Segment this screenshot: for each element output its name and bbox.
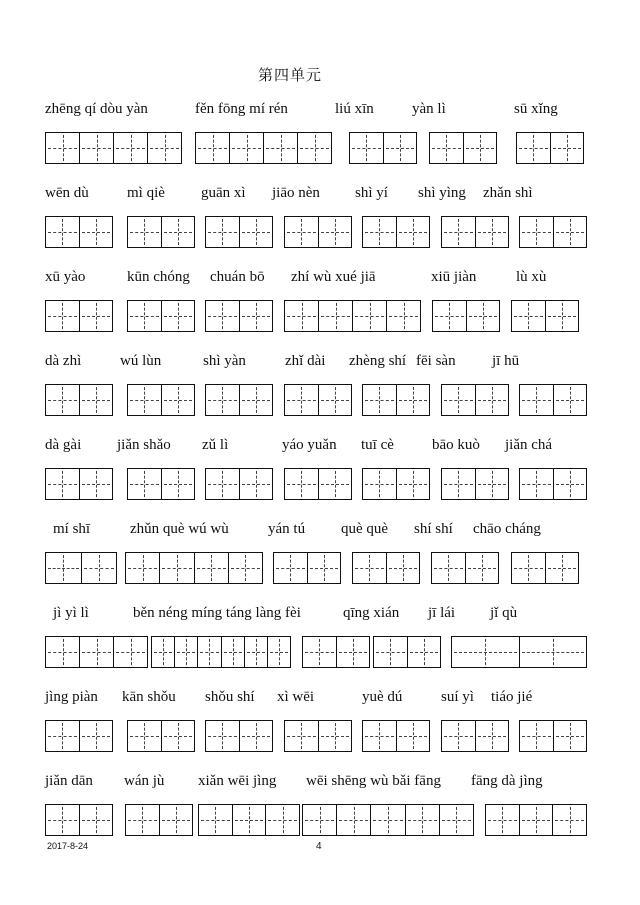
writing-grid[interactable]: [127, 384, 195, 416]
tian-zi-ge-cell[interactable]: [266, 805, 299, 835]
pinyin-prompt: liú xīn: [335, 101, 374, 117]
pinyin-prompt: zhí wù xué jiā: [291, 269, 376, 285]
tian-zi-ge-cell[interactable]: [222, 637, 245, 667]
writing-grid[interactable]: [127, 300, 195, 332]
tian-zi-ge-cell[interactable]: [80, 721, 113, 751]
tian-zi-ge-cell[interactable]: [162, 385, 195, 415]
writing-grid[interactable]: [195, 132, 332, 164]
tian-zi-ge-cell[interactable]: [46, 217, 80, 247]
tian-zi-ge-cell[interactable]: [80, 301, 113, 331]
tian-zi-ge-cell[interactable]: [128, 217, 162, 247]
writing-grid[interactable]: [45, 132, 182, 164]
pinyin-prompt: yuè dú: [362, 689, 403, 705]
tian-zi-ge-cell[interactable]: [512, 553, 546, 583]
writing-grid[interactable]: [45, 300, 113, 332]
pinyin-prompt: jiǎn dān: [45, 773, 93, 789]
tian-zi-ge-cell[interactable]: [80, 637, 114, 667]
tian-zi-ge-cell[interactable]: [452, 637, 520, 667]
pinyin-prompt: fēi sàn: [416, 353, 456, 369]
pinyin-prompt: bāo kuò: [432, 437, 480, 453]
writing-grid[interactable]: [273, 552, 341, 584]
writing-grid[interactable]: [352, 552, 420, 584]
writing-grid[interactable]: [205, 300, 273, 332]
tian-zi-ge-cell[interactable]: [520, 637, 587, 667]
pinyin-prompt: tuī cè: [361, 437, 394, 453]
tian-zi-ge-cell[interactable]: [162, 721, 195, 751]
writing-grid[interactable]: [45, 552, 117, 584]
tian-zi-ge-cell[interactable]: [397, 385, 430, 415]
pinyin-prompt: kūn chóng: [127, 269, 190, 285]
tian-zi-ge-cell[interactable]: [268, 637, 290, 667]
tian-zi-ge-cell[interactable]: [126, 553, 160, 583]
pinyin-prompt: xiū jiàn: [431, 269, 477, 285]
writing-grid[interactable]: [431, 552, 499, 584]
tian-zi-ge-cell[interactable]: [195, 553, 229, 583]
tian-zi-ge-cell[interactable]: [442, 385, 476, 415]
pinyin-prompt: xū yào: [45, 269, 86, 285]
pinyin-prompt: wēn dù: [45, 185, 89, 201]
tian-zi-ge-cell[interactable]: [520, 805, 554, 835]
tian-zi-ge-cell[interactable]: [387, 301, 420, 331]
tian-zi-ge-cell[interactable]: [546, 301, 579, 331]
pinyin-prompt: wú lùn: [120, 353, 162, 369]
tian-zi-ge-cell[interactable]: [285, 721, 319, 751]
tian-zi-ge-cell[interactable]: [476, 469, 509, 499]
writing-grid[interactable]: [45, 636, 148, 668]
tian-zi-ge-cell[interactable]: [440, 805, 473, 835]
tian-zi-ge-cell[interactable]: [476, 721, 509, 751]
tian-zi-ge-cell[interactable]: [175, 637, 198, 667]
tian-zi-ge-cell[interactable]: [285, 301, 319, 331]
tian-zi-ge-cell[interactable]: [128, 469, 162, 499]
tian-zi-ge-cell[interactable]: [363, 721, 397, 751]
writing-grid[interactable]: [45, 216, 113, 248]
writing-grid[interactable]: [45, 468, 113, 500]
pinyin-prompt: mí shī: [53, 521, 91, 537]
writing-grid[interactable]: [205, 216, 273, 248]
tian-zi-ge-cell[interactable]: [274, 553, 308, 583]
writing-grid[interactable]: [302, 636, 370, 668]
tian-zi-ge-cell[interactable]: [554, 721, 587, 751]
pinyin-prompt: fěn fōng mí rén: [195, 101, 288, 117]
tian-zi-ge-cell[interactable]: [384, 133, 417, 163]
tian-zi-ge-cell[interactable]: [363, 469, 397, 499]
tian-zi-ge-cell[interactable]: [114, 133, 148, 163]
writing-grid[interactable]: [519, 384, 587, 416]
tian-zi-ge-cell[interactable]: [298, 133, 331, 163]
tian-zi-ge-cell[interactable]: [196, 133, 230, 163]
tian-zi-ge-cell[interactable]: [303, 805, 337, 835]
tian-zi-ge-cell[interactable]: [551, 133, 584, 163]
tian-zi-ge-cell[interactable]: [319, 721, 352, 751]
tian-zi-ge-cell[interactable]: [363, 217, 397, 247]
tian-zi-ge-cell[interactable]: [264, 133, 298, 163]
page-title: 第四单元: [257, 66, 322, 84]
footer-date: 2017-8-24: [47, 841, 89, 851]
writing-grid[interactable]: [519, 720, 587, 752]
tian-zi-ge-cell[interactable]: [353, 301, 387, 331]
writing-grid[interactable]: [125, 804, 193, 836]
tian-zi-ge-cell[interactable]: [128, 385, 162, 415]
pinyin-prompt: wán jù: [124, 773, 165, 789]
writing-grid[interactable]: [127, 468, 195, 500]
pinyin-prompt: zhǔn què wú wù: [130, 521, 229, 537]
tian-zi-ge-cell[interactable]: [442, 721, 476, 751]
pinyin-prompt: tiáo jié: [491, 689, 533, 705]
tian-zi-ge-cell[interactable]: [206, 721, 240, 751]
tian-zi-ge-cell[interactable]: [46, 721, 80, 751]
tian-zi-ge-cell[interactable]: [285, 469, 319, 499]
tian-zi-ge-cell[interactable]: [433, 301, 467, 331]
tian-zi-ge-cell[interactable]: [512, 301, 546, 331]
writing-grid[interactable]: [441, 720, 509, 752]
pinyin-prompt: xiǎn wēi jìng: [198, 773, 277, 789]
tian-zi-ge-cell[interactable]: [240, 469, 273, 499]
pinyin-prompt: yáo yuǎn: [282, 437, 337, 453]
tian-zi-ge-cell[interactable]: [408, 637, 441, 667]
tian-zi-ge-cell[interactable]: [206, 301, 240, 331]
tian-zi-ge-cell[interactable]: [82, 553, 117, 583]
pinyin-prompt: zhǐ dài: [285, 353, 326, 369]
writing-grid[interactable]: [45, 804, 113, 836]
writing-grid[interactable]: [362, 384, 430, 416]
tian-zi-ge-cell[interactable]: [240, 385, 273, 415]
tian-zi-ge-cell[interactable]: [467, 301, 500, 331]
pinyin-prompt: kān shǒu: [122, 689, 176, 705]
tian-zi-ge-cell[interactable]: [240, 721, 273, 751]
tian-zi-ge-cell[interactable]: [466, 553, 499, 583]
tian-zi-ge-cell[interactable]: [520, 385, 554, 415]
tian-zi-ge-cell[interactable]: [308, 553, 341, 583]
pinyin-prompt: guān xì: [201, 185, 246, 201]
tian-zi-ge-cell[interactable]: [80, 133, 114, 163]
pinyin-prompt: běn néng míng táng làng fèi: [133, 605, 301, 621]
writing-grid[interactable]: [125, 552, 263, 584]
writing-grid[interactable]: [429, 132, 497, 164]
writing-grid[interactable]: [302, 804, 474, 836]
pinyin-prompt: zhèng shí: [349, 353, 407, 369]
writing-grid[interactable]: [284, 720, 352, 752]
pinyin-prompt: fāng dà jìng: [471, 773, 543, 789]
pinyin-prompt: jiāo nèn: [272, 185, 320, 201]
pinyin-prompt: jìng piàn: [45, 689, 98, 705]
tian-zi-ge-cell[interactable]: [397, 721, 430, 751]
pinyin-prompt: shǒu shí: [205, 689, 255, 705]
tian-zi-ge-cell[interactable]: [198, 637, 221, 667]
tian-zi-ge-cell[interactable]: [363, 385, 397, 415]
tian-zi-ge-cell[interactable]: [464, 133, 497, 163]
pinyin-prompt: jiǎn chá: [505, 437, 553, 453]
pinyin-prompt: wēi shēng wù bǎi fāng: [306, 773, 441, 789]
tian-zi-ge-cell[interactable]: [554, 217, 587, 247]
tian-zi-ge-cell[interactable]: [319, 217, 352, 247]
tian-zi-ge-cell[interactable]: [476, 217, 509, 247]
tian-zi-ge-cell[interactable]: [245, 637, 268, 667]
tian-zi-ge-cell[interactable]: [46, 805, 80, 835]
tian-zi-ge-cell[interactable]: [319, 469, 352, 499]
pinyin-prompt: chāo cháng: [473, 521, 541, 537]
tian-zi-ge-cell[interactable]: [233, 805, 267, 835]
tian-zi-ge-cell[interactable]: [337, 637, 370, 667]
tian-zi-ge-cell[interactable]: [406, 805, 440, 835]
footer-page-number: 4: [316, 841, 322, 852]
writing-grid[interactable]: [205, 468, 273, 500]
tian-zi-ge-cell[interactable]: [350, 133, 384, 163]
pinyin-prompt: qīng xián: [343, 605, 400, 621]
tian-zi-ge-cell[interactable]: [337, 805, 371, 835]
pinyin-prompt: sū xǐng: [514, 101, 558, 117]
tian-zi-ge-cell[interactable]: [148, 133, 181, 163]
pinyin-prompt: shì yí: [355, 185, 388, 201]
writing-grid[interactable]: [441, 468, 509, 500]
tian-zi-ge-cell[interactable]: [554, 469, 587, 499]
tian-zi-ge-cell[interactable]: [240, 301, 273, 331]
writing-grid[interactable]: [45, 720, 113, 752]
tian-zi-ge-cell[interactable]: [128, 721, 162, 751]
tian-zi-ge-cell[interactable]: [126, 805, 160, 835]
tian-zi-ge-cell[interactable]: [152, 637, 175, 667]
tian-zi-ge-cell[interactable]: [517, 133, 551, 163]
writing-grid[interactable]: [205, 384, 273, 416]
writing-grid[interactable]: [127, 216, 195, 248]
tian-zi-ge-cell[interactable]: [374, 637, 408, 667]
pinyin-prompt: jī lái: [428, 605, 456, 621]
tian-zi-ge-cell[interactable]: [520, 469, 554, 499]
tian-zi-ge-cell[interactable]: [199, 805, 233, 835]
writing-grid[interactable]: [516, 132, 584, 164]
tian-zi-ge-cell[interactable]: [430, 133, 464, 163]
tian-zi-ge-cell[interactable]: [162, 217, 195, 247]
writing-grid[interactable]: [198, 804, 300, 836]
tian-zi-ge-cell[interactable]: [80, 385, 113, 415]
tian-zi-ge-cell[interactable]: [432, 553, 466, 583]
pinyin-prompt: zǔ lì: [202, 437, 229, 453]
writing-grid[interactable]: [362, 216, 430, 248]
pinyin-prompt: dà gài: [45, 437, 82, 453]
pinyin-prompt: mì qiè: [127, 185, 165, 201]
pinyin-prompt: zhǎn shì: [483, 185, 533, 201]
tian-zi-ge-cell[interactable]: [397, 217, 430, 247]
pinyin-prompt: jǐ qù: [490, 605, 518, 621]
tian-zi-ge-cell[interactable]: [319, 385, 352, 415]
tian-zi-ge-cell[interactable]: [206, 385, 240, 415]
writing-grid[interactable]: [284, 468, 352, 500]
pinyin-prompt: shì yìng: [418, 185, 466, 201]
writing-grid[interactable]: [432, 300, 500, 332]
writing-grid[interactable]: [284, 384, 352, 416]
tian-zi-ge-cell[interactable]: [476, 385, 509, 415]
tian-zi-ge-cell[interactable]: [553, 805, 586, 835]
tian-zi-ge-cell[interactable]: [80, 469, 113, 499]
writing-grid[interactable]: [441, 216, 509, 248]
tian-zi-ge-cell[interactable]: [442, 217, 476, 247]
pinyin-prompt: jiǎn shǎo: [117, 437, 171, 453]
writing-grid[interactable]: [485, 804, 587, 836]
tian-zi-ge-cell[interactable]: [80, 805, 113, 835]
tian-zi-ge-cell[interactable]: [206, 217, 240, 247]
tian-zi-ge-cell[interactable]: [46, 385, 80, 415]
tian-zi-ge-cell[interactable]: [442, 469, 476, 499]
pinyin-prompt: shì yàn: [203, 353, 246, 369]
tian-zi-ge-cell[interactable]: [486, 805, 520, 835]
tian-zi-ge-cell[interactable]: [206, 469, 240, 499]
tian-zi-ge-cell[interactable]: [160, 553, 194, 583]
pinyin-prompt: dà zhì: [45, 353, 82, 369]
tian-zi-ge-cell[interactable]: [80, 217, 113, 247]
tian-zi-ge-cell[interactable]: [319, 301, 353, 331]
pinyin-prompt: què què: [341, 521, 389, 537]
writing-grid[interactable]: [519, 468, 587, 500]
tian-zi-ge-cell[interactable]: [554, 385, 587, 415]
writing-grid[interactable]: [45, 384, 113, 416]
tian-zi-ge-cell[interactable]: [46, 133, 80, 163]
tian-zi-ge-cell[interactable]: [46, 301, 80, 331]
writing-grid[interactable]: [151, 636, 291, 668]
writing-grid[interactable]: [284, 300, 421, 332]
pinyin-prompt: zhēng qí dòu yàn: [45, 101, 148, 117]
pinyin-prompt: yàn lì: [412, 101, 446, 117]
writing-grid[interactable]: [127, 720, 195, 752]
tian-zi-ge-cell[interactable]: [162, 301, 195, 331]
writing-grid[interactable]: [284, 216, 352, 248]
tian-zi-ge-cell[interactable]: [397, 469, 430, 499]
writing-grid[interactable]: [362, 468, 430, 500]
tian-zi-ge-cell[interactable]: [520, 217, 554, 247]
writing-grid[interactable]: [205, 720, 273, 752]
pinyin-prompt: suí yì: [441, 689, 474, 705]
tian-zi-ge-cell[interactable]: [546, 553, 579, 583]
writing-grid[interactable]: [362, 720, 430, 752]
writing-grid[interactable]: [519, 216, 587, 248]
pinyin-prompt: yán tú: [268, 521, 306, 537]
pinyin-prompt: xì wēi: [277, 689, 315, 705]
tian-zi-ge-cell[interactable]: [285, 385, 319, 415]
tian-zi-ge-cell[interactable]: [230, 133, 264, 163]
tian-zi-ge-cell[interactable]: [162, 469, 195, 499]
tian-zi-ge-cell[interactable]: [285, 217, 319, 247]
tian-zi-ge-cell[interactable]: [46, 553, 82, 583]
writing-grid[interactable]: [441, 384, 509, 416]
tian-zi-ge-cell[interactable]: [303, 637, 337, 667]
writing-grid[interactable]: [349, 132, 417, 164]
pinyin-prompt: jì yì lì: [53, 605, 89, 621]
writing-grid[interactable]: [373, 636, 441, 668]
tian-zi-ge-cell[interactable]: [128, 301, 162, 331]
tian-zi-ge-cell[interactable]: [371, 805, 405, 835]
tian-zi-ge-cell[interactable]: [114, 637, 147, 667]
tian-zi-ge-cell[interactable]: [353, 553, 387, 583]
tian-zi-ge-cell[interactable]: [160, 805, 193, 835]
pinyin-prompt: chuán bō: [210, 269, 265, 285]
writing-grid[interactable]: [511, 300, 579, 332]
pinyin-prompt: jī hū: [492, 353, 520, 369]
tian-zi-ge-cell[interactable]: [387, 553, 420, 583]
tian-zi-ge-cell[interactable]: [46, 469, 80, 499]
pinyin-prompt: lù xù: [516, 269, 547, 285]
tian-zi-ge-cell[interactable]: [229, 553, 262, 583]
writing-grid[interactable]: [511, 552, 579, 584]
tian-zi-ge-cell[interactable]: [520, 721, 554, 751]
tian-zi-ge-cell[interactable]: [240, 217, 273, 247]
pinyin-prompt: shí shí: [414, 521, 453, 537]
tian-zi-ge-cell[interactable]: [46, 637, 80, 667]
writing-grid[interactable]: [451, 636, 587, 668]
